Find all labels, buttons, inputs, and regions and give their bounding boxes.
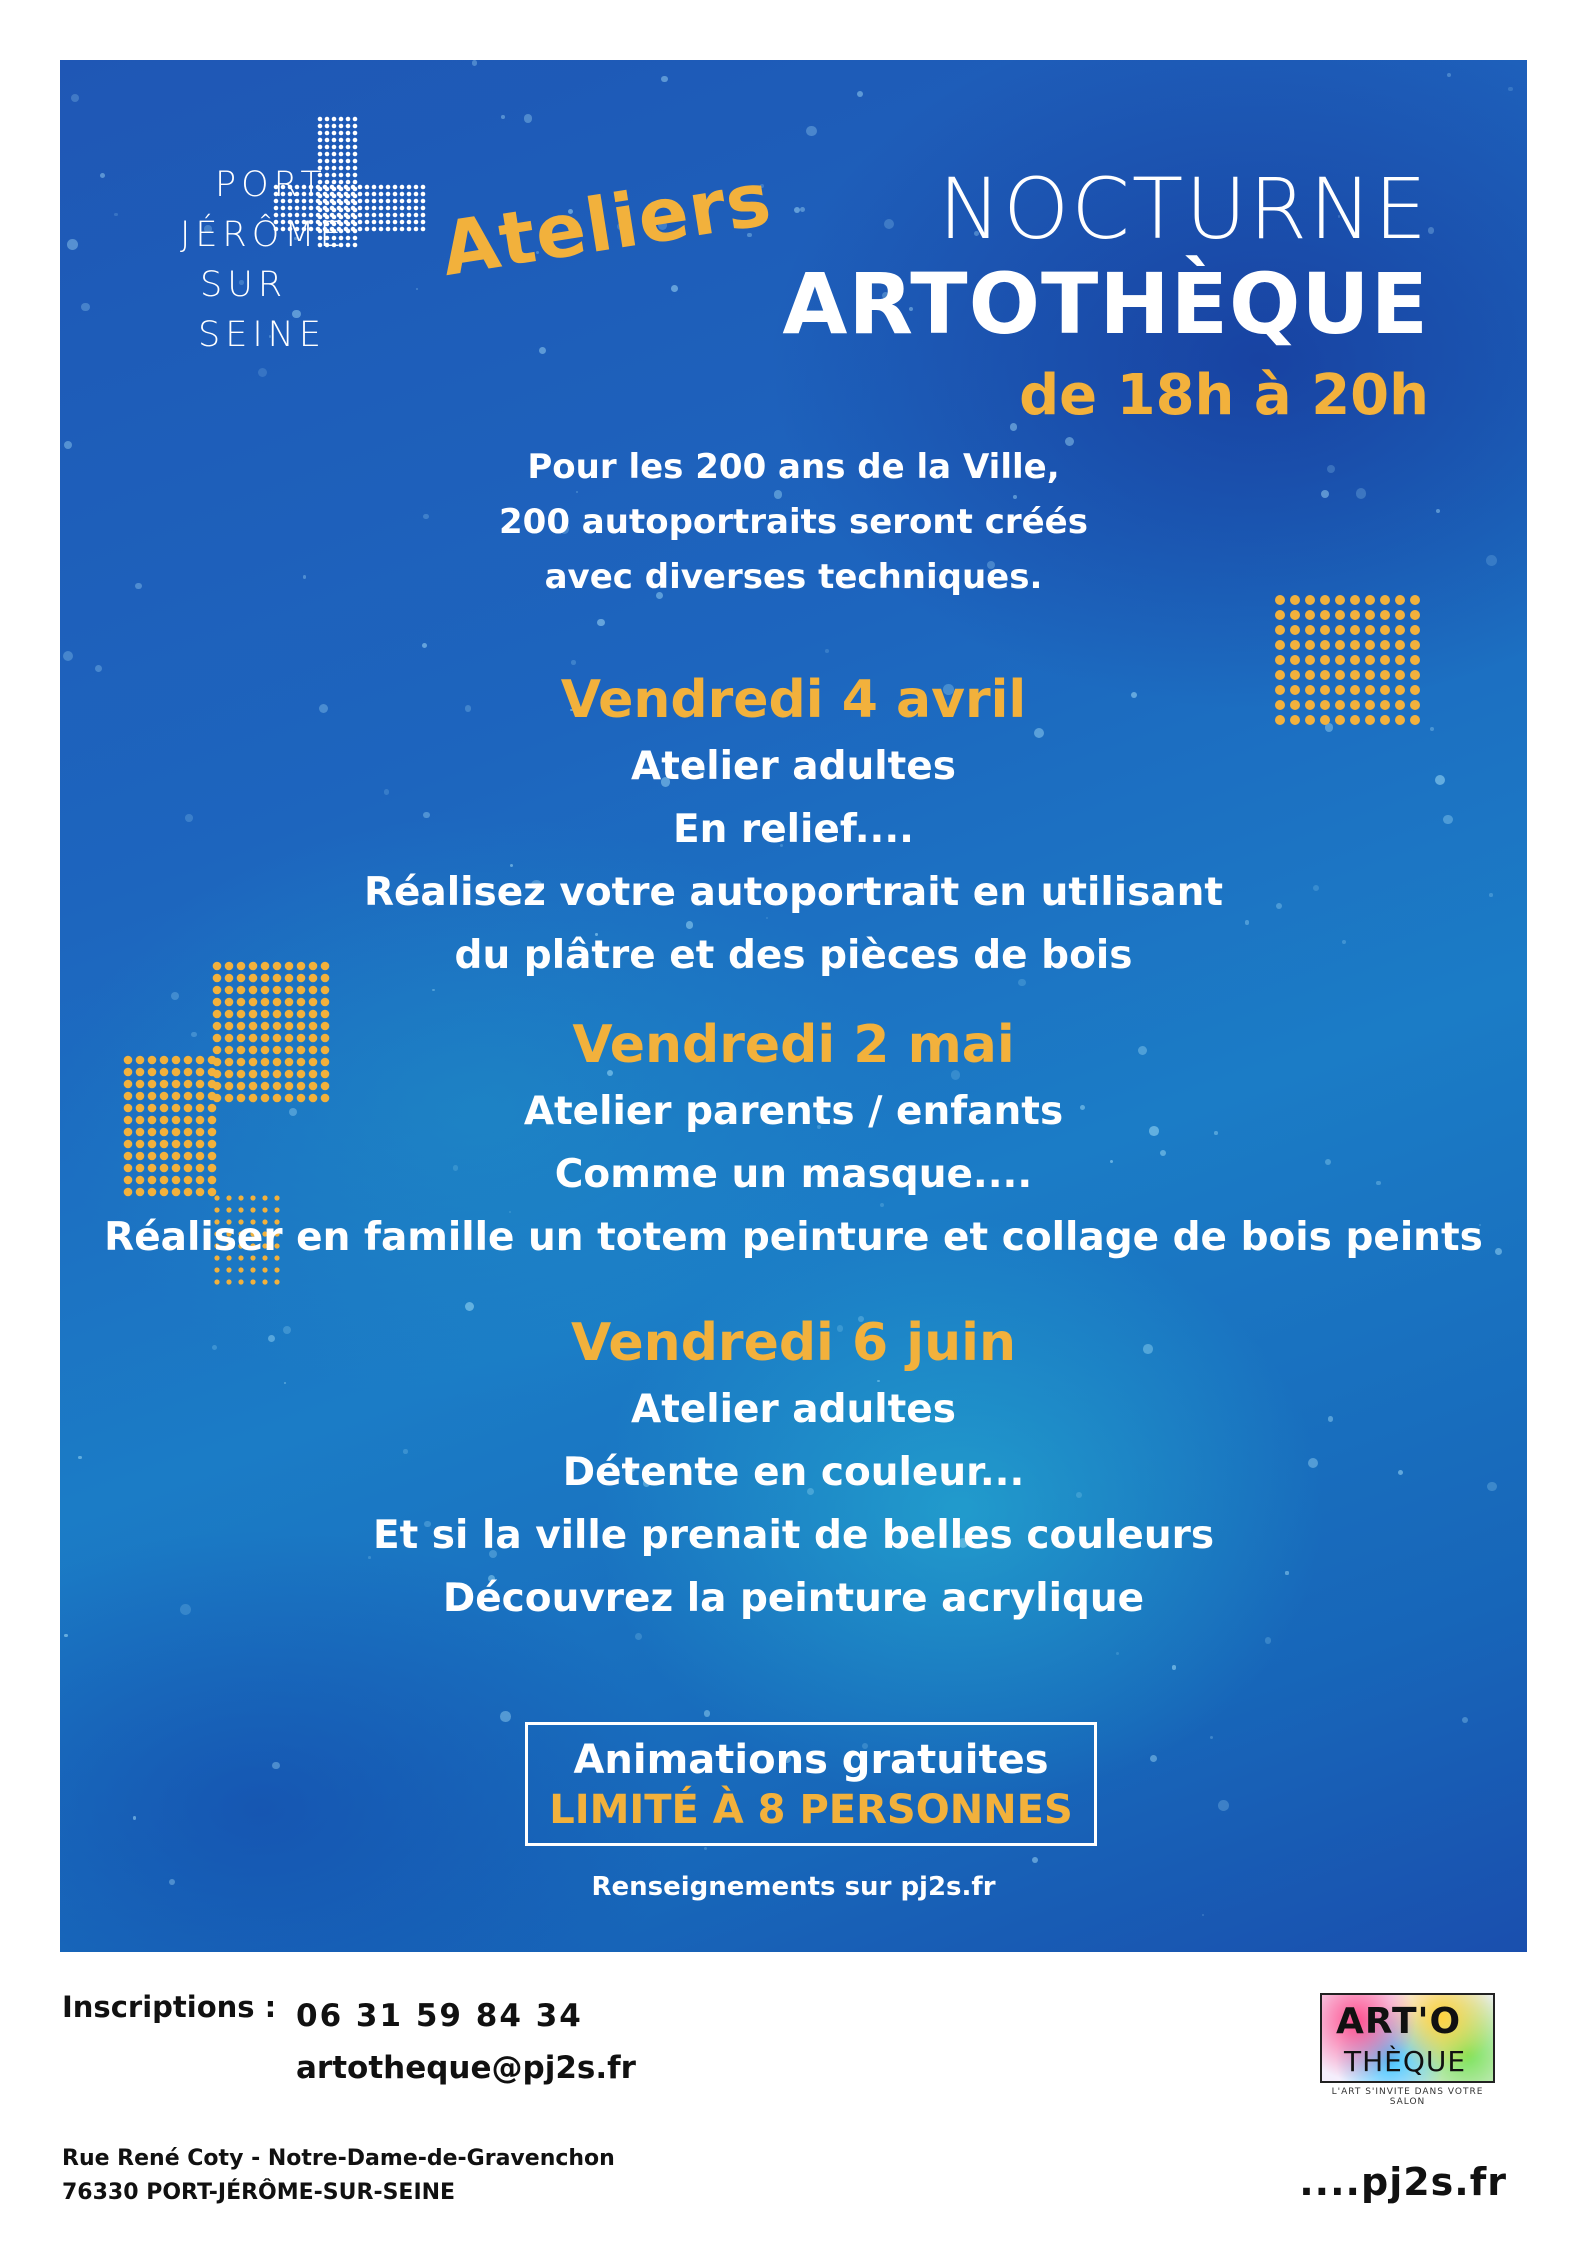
event-line: du plâtre et des pièces de bois (454, 933, 1133, 978)
logo-word-port: PORT (215, 165, 327, 205)
dot (365, 185, 370, 190)
dot (1335, 625, 1345, 635)
dot (337, 199, 342, 204)
speck (704, 1710, 711, 1717)
dot (1380, 625, 1390, 635)
cta-limit: LIMITÉ À 8 PERSONNES (549, 1787, 1073, 1833)
address-line-2: 76330 PORT-JÉRÔME-SUR-SEINE (62, 2180, 456, 2205)
dot (1380, 595, 1390, 605)
dot (379, 220, 384, 225)
dot (421, 185, 426, 190)
dot (325, 131, 330, 136)
dot (325, 159, 330, 164)
dot (318, 124, 323, 129)
speck (1508, 87, 1513, 92)
speck (63, 651, 74, 662)
dot (421, 213, 426, 218)
dot (421, 206, 426, 211)
dot (316, 206, 321, 211)
speck (422, 643, 427, 648)
dot (414, 227, 419, 232)
speck (704, 1847, 707, 1850)
dot (358, 220, 363, 225)
speck (1462, 1717, 1468, 1723)
dot (393, 199, 398, 204)
event-line: Atelier adultes (631, 744, 956, 789)
dot (297, 998, 306, 1007)
dot (351, 192, 356, 197)
dot (332, 180, 337, 185)
speck (1218, 1800, 1229, 1811)
dot (1350, 625, 1360, 635)
dot (1395, 595, 1405, 605)
dot (379, 185, 384, 190)
dot (1410, 595, 1420, 605)
dot (332, 159, 337, 164)
dot (302, 206, 307, 211)
dot (372, 199, 377, 204)
event-line: En relief.... (673, 807, 914, 852)
poster-background (60, 60, 1527, 1952)
dot (337, 192, 342, 197)
dot (400, 185, 405, 190)
dot (325, 117, 330, 122)
dot (318, 159, 323, 164)
dot (407, 213, 412, 218)
dot (400, 206, 405, 211)
speck (81, 303, 89, 311)
speck (1172, 1665, 1176, 1669)
speck (1210, 1736, 1213, 1739)
speck (67, 239, 78, 250)
speck (64, 1634, 68, 1638)
dot (407, 227, 412, 232)
event-date: Vendredi 2 mai (572, 1015, 1015, 1075)
dot (325, 152, 330, 157)
dot (332, 124, 337, 129)
dot (351, 185, 356, 190)
dot (344, 185, 349, 190)
dot (365, 213, 370, 218)
dot (1395, 610, 1405, 620)
dot (414, 206, 419, 211)
dot (386, 213, 391, 218)
dot (353, 145, 358, 150)
dot (1365, 640, 1375, 650)
dot (213, 998, 222, 1007)
dot (386, 220, 391, 225)
speck (1447, 73, 1451, 77)
dot (353, 152, 358, 157)
dot (262, 1279, 267, 1284)
dot (1335, 655, 1345, 665)
speck (571, 660, 575, 664)
dot (325, 124, 330, 129)
dot (1320, 625, 1330, 635)
dot (318, 131, 323, 136)
title-hours: de 18h à 20h (1019, 363, 1429, 428)
dot (339, 145, 344, 150)
dot (339, 124, 344, 129)
dot (273, 998, 282, 1007)
dot (353, 243, 358, 248)
dot (400, 227, 405, 232)
dot (1410, 610, 1420, 620)
speck (825, 649, 829, 653)
dot (351, 220, 356, 225)
dot (339, 159, 344, 164)
dot (1350, 640, 1360, 650)
dot (1380, 655, 1390, 665)
artotheque-logo-line1: ART'O (1336, 2001, 1462, 2042)
dot (400, 192, 405, 197)
dot (1335, 640, 1345, 650)
speck (1150, 1755, 1157, 1762)
title-block (435, 115, 1429, 445)
dot (1380, 640, 1390, 650)
dot (1290, 625, 1300, 635)
dot (1275, 625, 1285, 635)
dot (249, 998, 258, 1007)
dot (339, 173, 344, 178)
dot (353, 138, 358, 143)
dot (1320, 640, 1330, 650)
info-text: Renseignements sur pj2s.fr (591, 1872, 996, 1902)
dot (372, 213, 377, 218)
dot (353, 180, 358, 185)
dot (407, 192, 412, 197)
dot (339, 166, 344, 171)
artotheque-logo (1320, 1993, 1495, 2105)
dot (351, 227, 356, 232)
dot (1275, 595, 1285, 605)
speck (661, 76, 667, 82)
dot (414, 199, 419, 204)
event-line: Réalisez votre autoportrait en utilisant (363, 870, 1224, 915)
dot (1365, 610, 1375, 620)
dot (358, 227, 363, 232)
speck (272, 1762, 280, 1770)
dot (250, 1279, 255, 1284)
dot (1410, 625, 1420, 635)
email-link[interactable]: artotheque@pj2s.fr (296, 2050, 636, 2086)
dot (1410, 655, 1420, 665)
dot (344, 199, 349, 204)
dot (281, 206, 286, 211)
dot (379, 199, 384, 204)
artotheque-logo-tagline: L'ART S'INVITE DANS VOTRE SALON (1331, 2087, 1484, 2107)
dot (346, 173, 351, 178)
dot (353, 173, 358, 178)
inscriptions-label: Inscriptions : (62, 1990, 277, 2024)
dot (238, 1279, 243, 1284)
dot (353, 166, 358, 171)
dot (332, 166, 337, 171)
phone-number[interactable]: 06 31 59 84 34 (296, 1998, 583, 2034)
speck (1116, 1652, 1119, 1655)
port-jerome-logo (150, 115, 430, 355)
dot (1335, 595, 1345, 605)
dot (332, 152, 337, 157)
event-vendredi-6-juin (60, 1308, 1527, 1630)
dot (1350, 595, 1360, 605)
dot (393, 213, 398, 218)
dot (353, 124, 358, 129)
dot (393, 227, 398, 232)
event-line: Réaliser en famille un totem peinture et collage de bois peints (104, 1215, 1483, 1260)
free-animations-box (525, 1722, 1097, 1846)
dot (400, 199, 405, 204)
dot (372, 227, 377, 232)
dot (339, 152, 344, 157)
dot (261, 998, 270, 1007)
dot (1410, 640, 1420, 650)
dot (226, 1279, 231, 1284)
event-vendredi-2-mai (60, 1010, 1527, 1269)
dot (353, 159, 358, 164)
dot (1380, 610, 1390, 620)
dot (346, 159, 351, 164)
dot (386, 227, 391, 232)
dot (325, 145, 330, 150)
dot (1365, 625, 1375, 635)
dot (353, 236, 358, 241)
dot (421, 220, 426, 225)
speck (258, 368, 267, 377)
dot (414, 185, 419, 190)
dot (332, 131, 337, 136)
dot (1350, 610, 1360, 620)
dot (339, 131, 344, 136)
dot (351, 206, 356, 211)
dot (358, 213, 363, 218)
dot (1395, 640, 1405, 650)
dot (365, 199, 370, 204)
dot (309, 206, 314, 211)
dot (1395, 655, 1405, 665)
dot (414, 220, 419, 225)
dot (332, 145, 337, 150)
dot (1350, 655, 1360, 665)
speck (1032, 1857, 1038, 1863)
dot (386, 192, 391, 197)
dot (414, 192, 419, 197)
dot (237, 998, 246, 1007)
dot (393, 192, 398, 197)
dot (339, 117, 344, 122)
dot (407, 220, 412, 225)
intro-line: avec diverses techniques. (544, 557, 1043, 597)
dot (1290, 655, 1300, 665)
dot (358, 185, 363, 190)
event-vendredi-4-avril (60, 665, 1527, 987)
dot (421, 227, 426, 232)
dot (1305, 625, 1315, 635)
dot (274, 1279, 279, 1284)
dot (379, 213, 384, 218)
logo-word-jerome: JÉRÔME (180, 215, 347, 255)
title-ateliers: Ateliers (435, 156, 778, 293)
dot (1320, 610, 1330, 620)
dot (318, 117, 323, 122)
dot (372, 192, 377, 197)
dot (346, 145, 351, 150)
dot (358, 192, 363, 197)
dot (379, 192, 384, 197)
dot (330, 192, 335, 197)
dot (372, 220, 377, 225)
dot (1320, 655, 1330, 665)
dot (337, 206, 342, 211)
dot (407, 185, 412, 190)
speck (432, 989, 435, 992)
dot (1275, 655, 1285, 665)
dot (346, 180, 351, 185)
event-line: Atelier adultes (631, 1387, 956, 1432)
dot (1335, 610, 1345, 620)
dot (353, 117, 358, 122)
dot (346, 138, 351, 143)
dot (339, 180, 344, 185)
dot (346, 117, 351, 122)
address-line-1: Rue René Coty - Notre-Dame-de-Gravenchon (62, 2146, 615, 2171)
dot (323, 206, 328, 211)
dot (386, 206, 391, 211)
dot (332, 117, 337, 122)
dot (337, 185, 342, 190)
dot (1320, 595, 1330, 605)
event-line: Détente en couleur... (562, 1450, 1025, 1495)
dot (321, 998, 330, 1007)
dot (372, 185, 377, 190)
dot (1305, 655, 1315, 665)
dot (339, 138, 344, 143)
dot (351, 199, 356, 204)
artotheque-logo-line2: THÈQUE (1344, 2045, 1467, 2078)
dot (214, 1279, 219, 1284)
dot (379, 206, 384, 211)
dot (393, 220, 398, 225)
dot (288, 206, 293, 211)
speck (100, 173, 105, 178)
dot (346, 124, 351, 129)
dot (393, 206, 398, 211)
event-line: Découvrez la peinture acrylique (442, 1576, 1145, 1621)
intro-line: Pour les 200 ans de la Ville, (527, 447, 1060, 487)
dot (379, 227, 384, 232)
dot (1365, 595, 1375, 605)
dot (421, 199, 426, 204)
dot (358, 199, 363, 204)
dot (414, 213, 419, 218)
event-line: Atelier parents / enfants (523, 1089, 1064, 1134)
dot (332, 173, 337, 178)
artotheque-logo-box (1320, 1993, 1495, 2083)
dot (365, 192, 370, 197)
dot (1290, 610, 1300, 620)
event-date: Vendredi 6 juin (571, 1313, 1016, 1373)
dot (318, 138, 323, 143)
intro-text (60, 440, 1527, 605)
speck (1202, 1914, 1204, 1916)
dot (1275, 610, 1285, 620)
dot (330, 185, 335, 190)
dot (400, 213, 405, 218)
dot (365, 206, 370, 211)
event-line: Et si la ville prenait de belles couleurs (372, 1513, 1215, 1558)
intro-line: 200 autoportraits seront créés (499, 502, 1088, 542)
dot (309, 998, 318, 1007)
dot (393, 185, 398, 190)
dot (407, 206, 412, 211)
logo-word-sur: SUR (200, 265, 288, 305)
cta-free: Animations gratuites (573, 1737, 1049, 1783)
dot (274, 206, 279, 211)
dot (1290, 595, 1300, 605)
website-link[interactable]: ....pj2s.fr (1299, 2160, 1507, 2204)
dot (365, 227, 370, 232)
dot (1275, 640, 1285, 650)
dot (358, 206, 363, 211)
dot (1395, 625, 1405, 635)
dot (1290, 640, 1300, 650)
speck (857, 91, 863, 97)
dot (386, 185, 391, 190)
dot (372, 206, 377, 211)
event-line: Comme un masque.... (554, 1152, 1033, 1197)
dot (318, 145, 323, 150)
title-artotheque: ARTOTHÈQUE (782, 255, 1429, 353)
dot (295, 206, 300, 211)
dot (330, 206, 335, 211)
dot (386, 199, 391, 204)
dot (346, 152, 351, 157)
speck (133, 1816, 137, 1820)
dot (1305, 640, 1315, 650)
dot (1305, 595, 1315, 605)
dot (318, 152, 323, 157)
dot (325, 138, 330, 143)
dot (1305, 610, 1315, 620)
dot (346, 166, 351, 171)
dot (344, 206, 349, 211)
dot (351, 213, 356, 218)
dot (421, 192, 426, 197)
dot (1365, 655, 1375, 665)
dot (400, 220, 405, 225)
logo-word-seine: SEINE (198, 315, 326, 355)
title-nocturne: NOCTURNE (938, 160, 1429, 258)
speck (472, 60, 478, 66)
dot (407, 199, 412, 204)
speck (500, 1711, 511, 1722)
dot (285, 998, 294, 1007)
dot (365, 220, 370, 225)
dot (332, 138, 337, 143)
speck (71, 94, 79, 102)
dot (344, 192, 349, 197)
speck (114, 213, 118, 217)
dot (330, 199, 335, 204)
event-date: Vendredi 4 avril (560, 670, 1027, 730)
speck (597, 619, 605, 627)
dot (225, 998, 234, 1007)
dot (353, 131, 358, 136)
dot (346, 131, 351, 136)
speck (635, 1633, 643, 1641)
speck (1265, 1637, 1272, 1644)
